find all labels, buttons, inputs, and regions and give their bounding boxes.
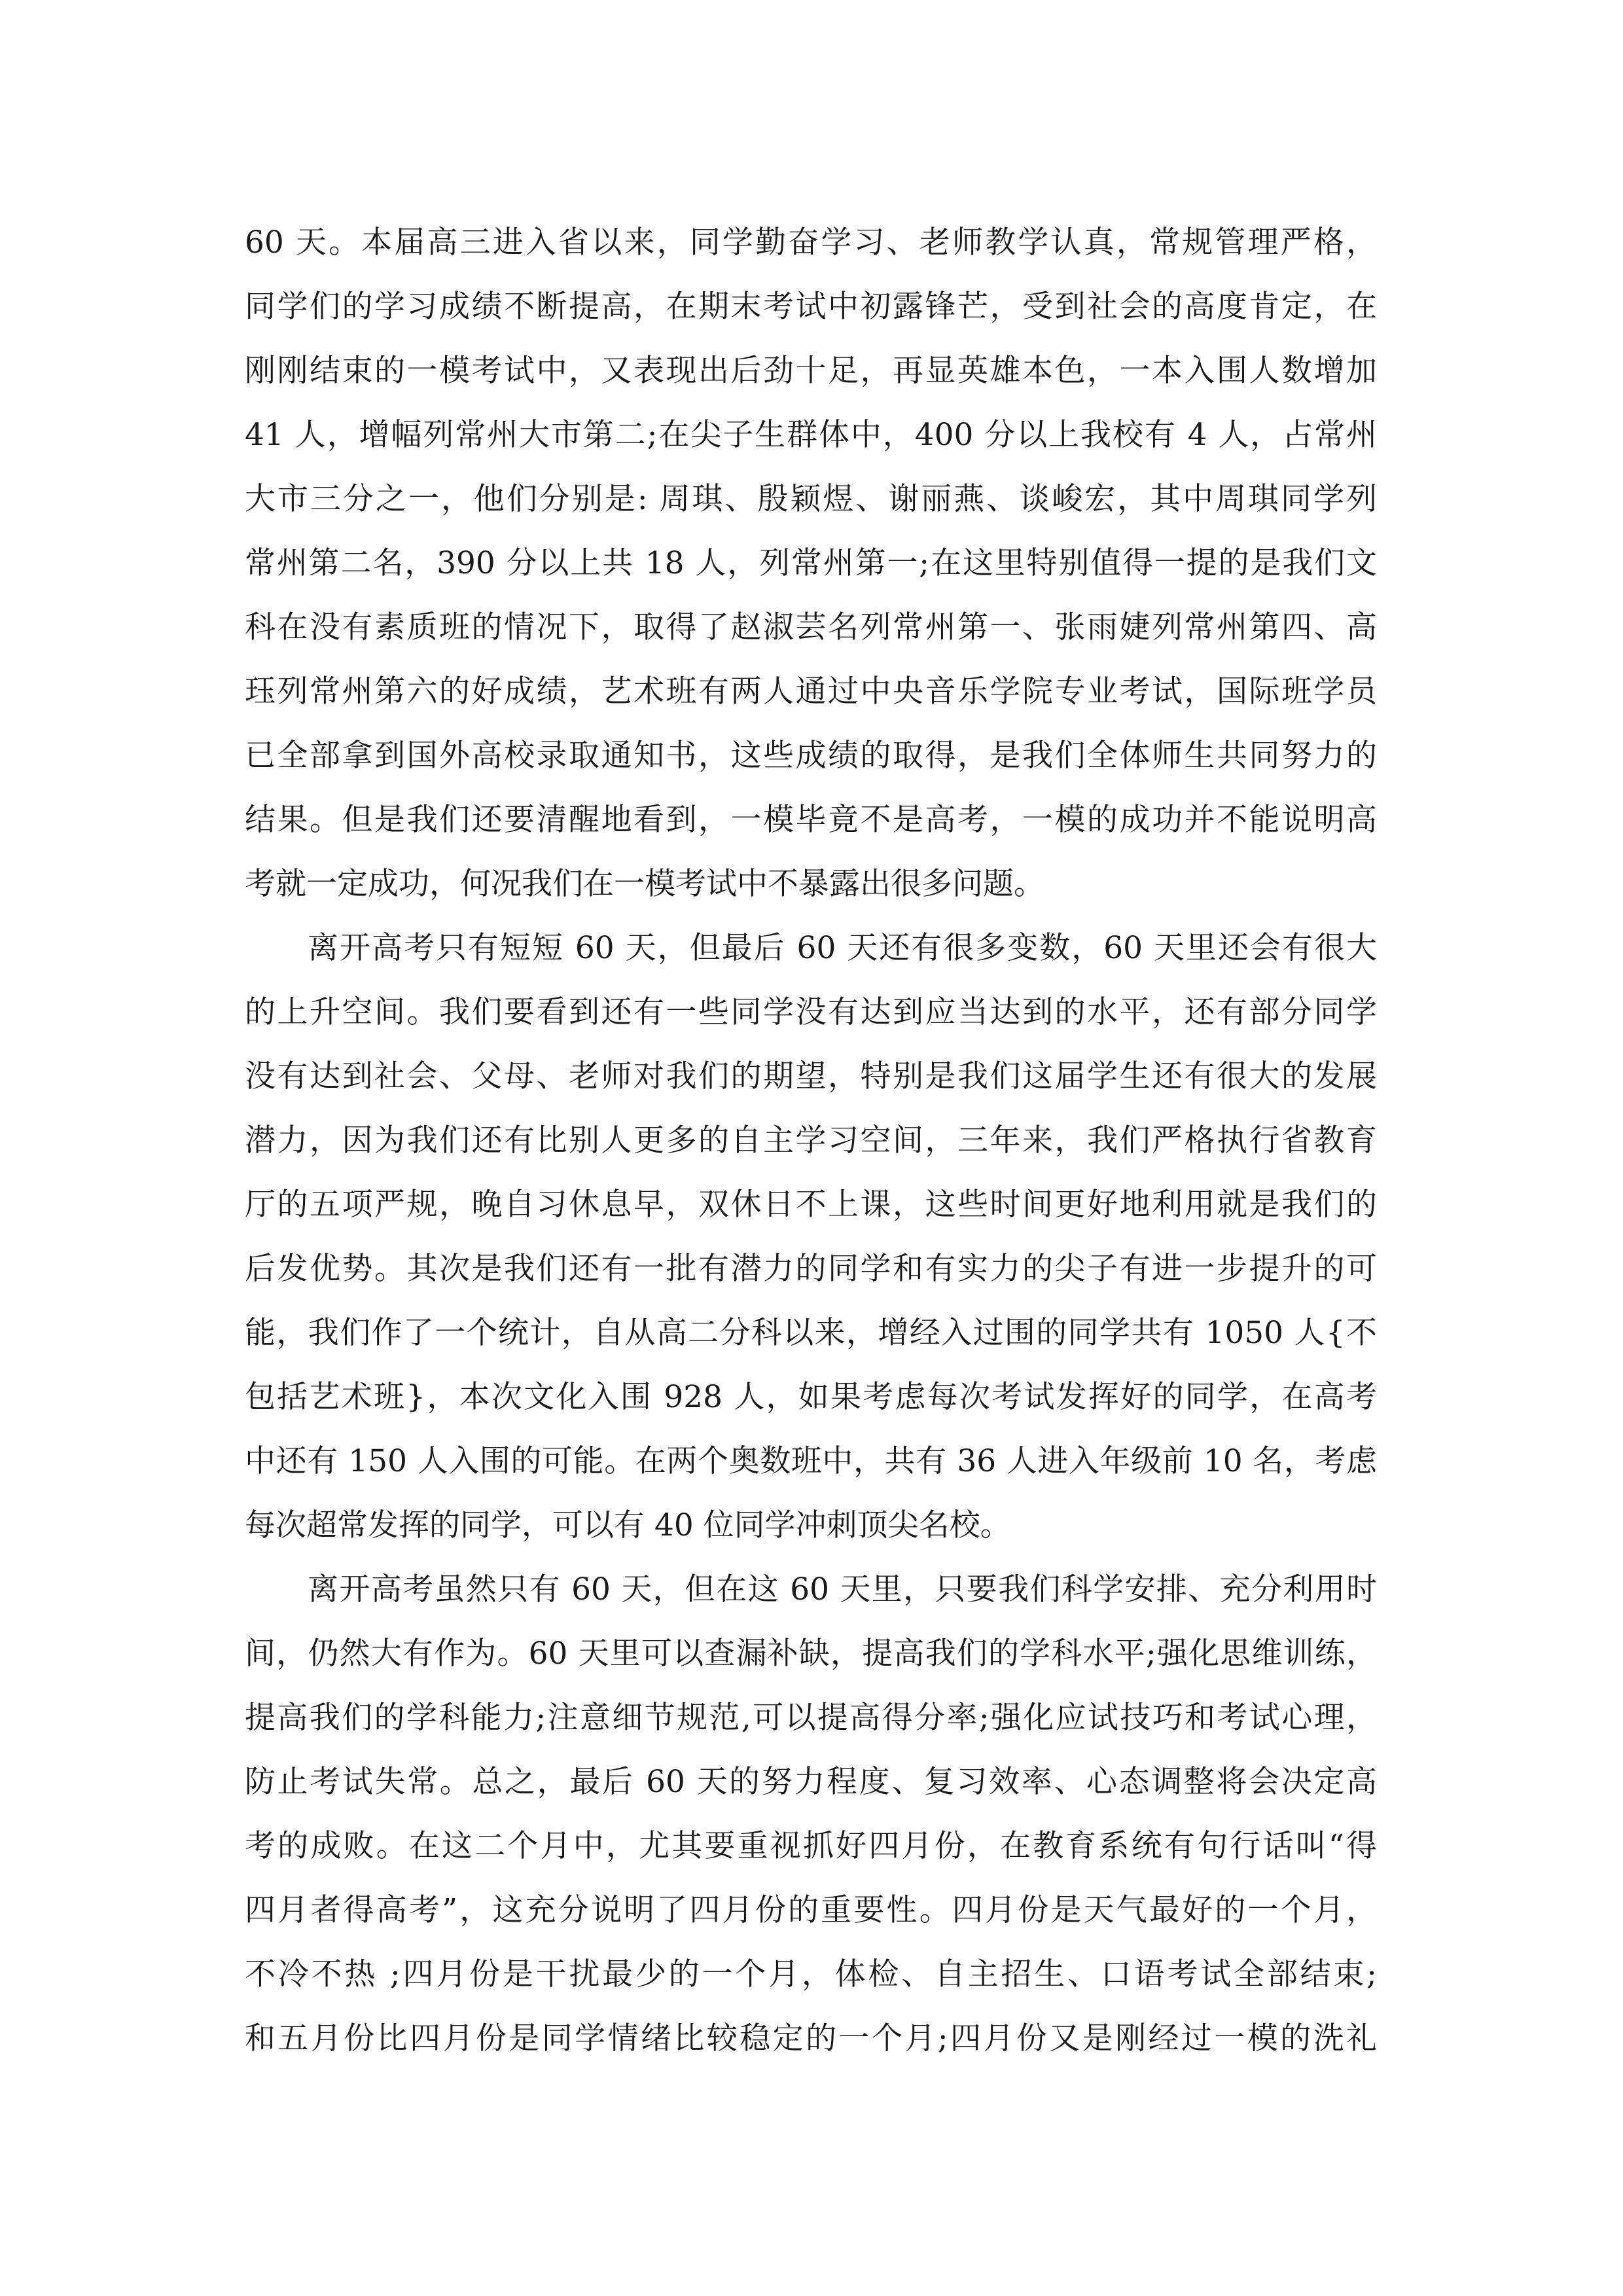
text-line: 防止考试失常。总之，最后 60 天的努力程度、复习效率、心态调整将会决定高 bbox=[245, 1764, 1377, 1800]
text-line: 后发优势。其次是我们还有一批有潜力的同学和有实力的尖子有进一步提升的可 bbox=[245, 1251, 1377, 1287]
text-line: 珏列常州第六的好成绩，艺术班有两人通过中央音乐学院专业考试，国际班学员 bbox=[245, 673, 1377, 709]
text-line: 大市三分之一，他们分别是: 周琪、殷颖煜、谢丽燕、谈峻宏，其中周琪同学列 bbox=[245, 481, 1377, 517]
text-line: 科在没有素质班的情况下，取得了赵淑芸名列常州第一、张雨婕列常州第四、高 bbox=[245, 609, 1377, 645]
text-line: 四月者得高考”，这充分说明了四月份的重要性。四月份是天气最好的一个月， bbox=[245, 1892, 1377, 1928]
text-line: 潜力，因为我们还有比别人更多的自主学习空间，三年来，我们严格执行省教育 bbox=[245, 1122, 1377, 1158]
text-line: 常州第二名，390 分以上共 18 人，列常州第一;在这里特别值得一提的是我们文 bbox=[245, 545, 1377, 581]
text-line: 刚刚结束的一模考试中，又表现出后劲十足，再显英雄本色，一本入围人数增加 bbox=[245, 353, 1377, 389]
text-line: 和五月份比四月份是同学情绪比较稳定的一个月;四月份又是刚经过一模的洗礼 bbox=[245, 2020, 1377, 2056]
paragraph-first-line: 离开高考虽然只有 60 天，但在这 60 天里，只要我们科学安排、充分利用时 bbox=[308, 1571, 1377, 1607]
text-line: 考的成败。在这二个月中，尤其要重视抓好四月份，在教育系统有句行话叫“得 bbox=[245, 1828, 1377, 1864]
text-line: 包括艺术班}，本次文化入围 928 人，如果考虑每次考试发挥好的同学，在高考 bbox=[245, 1379, 1377, 1415]
text-line: 60 天。本届高三进入省以来，同学勤奋学习、老师教学认真，常规管理严格， bbox=[245, 224, 1377, 260]
text-line: 同学们的学习成绩不断提高，在期末考试中初露锋芒，受到社会的高度肯定，在 bbox=[245, 289, 1377, 325]
text-line: 的上升空间。我们要看到还有一些同学没有达到应当达到的水平，还有部分同学 bbox=[245, 994, 1377, 1030]
text-line: 厅的五项严规，晚自习休息早，双休日不上课，这些时间更好地利用就是我们的 bbox=[245, 1187, 1377, 1223]
text-line: 能，我们作了一个统计，自从高二分科以来，增经入过围的同学共有 1050 人{不 bbox=[245, 1315, 1377, 1351]
text-line: 中还有 150 人入围的可能。在两个奥数班中，共有 36 人进入年级前 10 名，考虑 bbox=[245, 1443, 1377, 1479]
text-line: 41 人，增幅列常州大市第二;在尖子生群体中，400 分以上我校有 4 人，占常州 bbox=[245, 417, 1377, 453]
text-line: 没有达到社会、父母、老师对我们的期望，特别是我们这届学生还有很大的发展 bbox=[245, 1058, 1377, 1094]
text-line: 不冷不热 ;四月份是干扰最少的一个月，体检、自主招生、口语考试全部结束; bbox=[245, 1956, 1377, 1992]
body-text bbox=[245, 211, 1377, 2071]
text-line: 考就一定成功，何况我们在一模考试中不暴露出很多问题。 bbox=[245, 866, 1044, 902]
text-line: 结果。但是我们还要清醒地看到，一模毕竟不是高考，一模的成功并不能说明高 bbox=[245, 802, 1377, 838]
text-line: 已全部拿到国外高校录取通知书，这些成绩的取得，是我们全体师生共同努力的 bbox=[245, 738, 1377, 774]
paragraph-first-line: 离开高考只有短短 60 天，但最后 60 天还有很多变数，60 天里还会有很大 bbox=[308, 930, 1377, 966]
text-line: 间，仍然大有作为。60 天里可以查漏补缺，提高我们的学科水平;强化思维训练， bbox=[245, 1636, 1377, 1672]
text-line: 提高我们的学科能力;注意细节规范,可以提高得分率;强化应试技巧和考试心理， bbox=[245, 1700, 1377, 1736]
text-line: 每次超常发挥的同学，可以有 40 位同学冲刺顶尖名校。 bbox=[245, 1507, 1011, 1543]
